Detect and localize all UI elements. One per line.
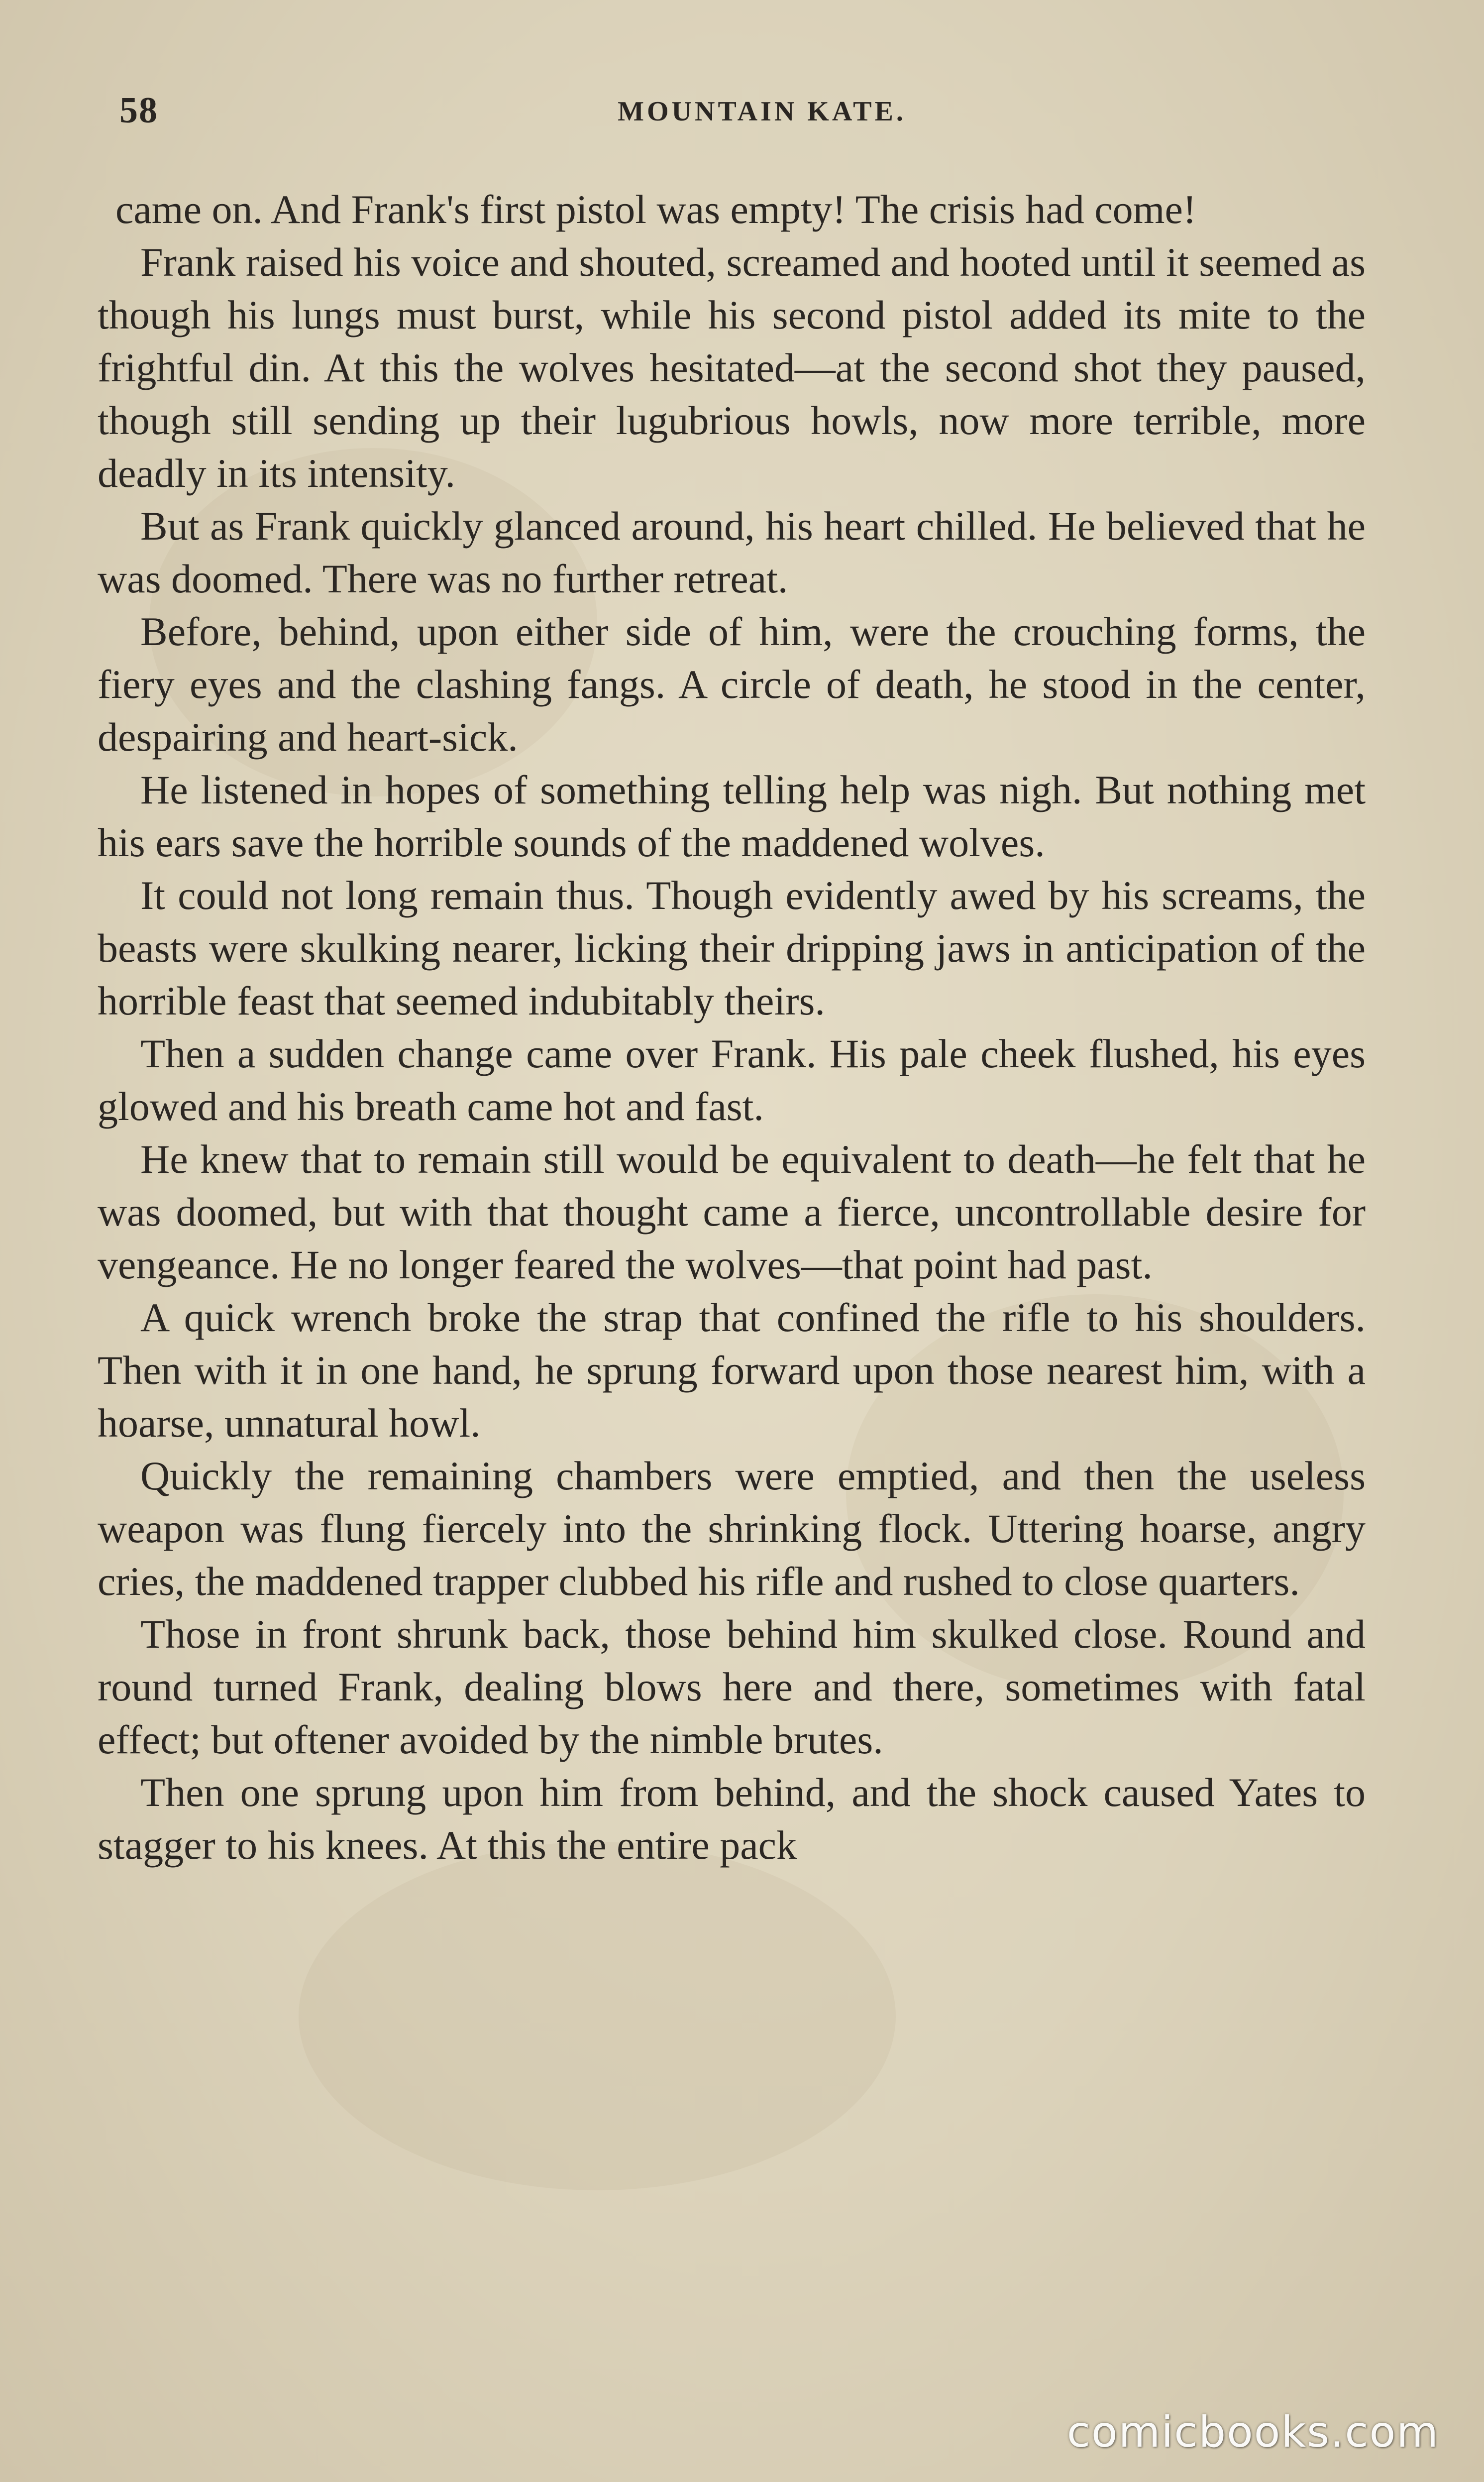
running-head: MOUNTAIN KATE. <box>618 96 906 127</box>
paragraph: Then one sprung upon him from behind, and the shock caused Yates to stagger to his knees. At this the entire pack <box>98 1770 1366 1868</box>
paragraph: A quick wrench broke the strap that confined the rifle to his shoulders. Then with it in one hand, he sprung forward upon those nearest him, with a hoarse, unnatural howl. <box>98 1295 1366 1446</box>
paragraph: came on. And Frank's first pistol was empty! The crisis had come! <box>115 187 1197 232</box>
paragraph: Those in front shrunk back, those behind him skulked close. Round and round turned Frank, dealing blows here and there, sometimes with fatal effect; but oftener avoided by the nimble brutes. <box>98 1611 1366 1762</box>
page-number: 58 <box>119 90 158 131</box>
paragraph: But as Frank quickly glanced around, his heart chilled. He believed that he was doomed. There was no further retreat. <box>98 503 1366 601</box>
paragraph: It could not long remain thus. Though evidently awed by his screams, the beasts were skulking nearer, licking their dripping jaws in anticipation of the horrible feast that seemed indubitably theirs. <box>98 873 1366 1023</box>
paragraph: He listened in hopes of something telling help was nigh. But nothing met his ears save the horrible sounds of the maddened wolves. <box>98 767 1366 865</box>
paragraph: Quickly the remaining chambers were emptied, and then the useless weapon was flung fiercely into the shrinking flock. Uttering hoarse, angry cries, the maddened trapper clubbed his rifle and rushed to close quarters. <box>98 1453 1366 1604</box>
paragraph: Then a sudden change came over Frank. His pale cheek flushed, his eyes glowed and his breath came hot and fast. <box>98 1031 1366 1129</box>
body-text <box>98 183 1366 1872</box>
paragraph: He knew that to remain still would be equivalent to death—he felt that he was doomed, but with that thought came a fierce, uncontrollable desire for vengeance. He no longer feared the wolves—that point had past. <box>98 1136 1366 1287</box>
paragraph: Before, behind, upon either side of him, were the crouching forms, the fiery eyes and the clashing fangs. A circle of death, he stood in the center, despairing and heart-sick. <box>98 609 1366 760</box>
paragraph: Frank raised his voice and shouted, screamed and hooted until it seemed as though his lungs must burst, while his second pistol added its mite to the frightful din. At this the wolves hesitated—at the second shot they paused, though still sending up their lugubrious howls, now more terrible, more deadly in its intensity. <box>98 239 1366 496</box>
watermark: comicbooks.com <box>1066 2407 1439 2457</box>
paper-stain <box>299 1842 896 2190</box>
page-header <box>119 90 1404 139</box>
